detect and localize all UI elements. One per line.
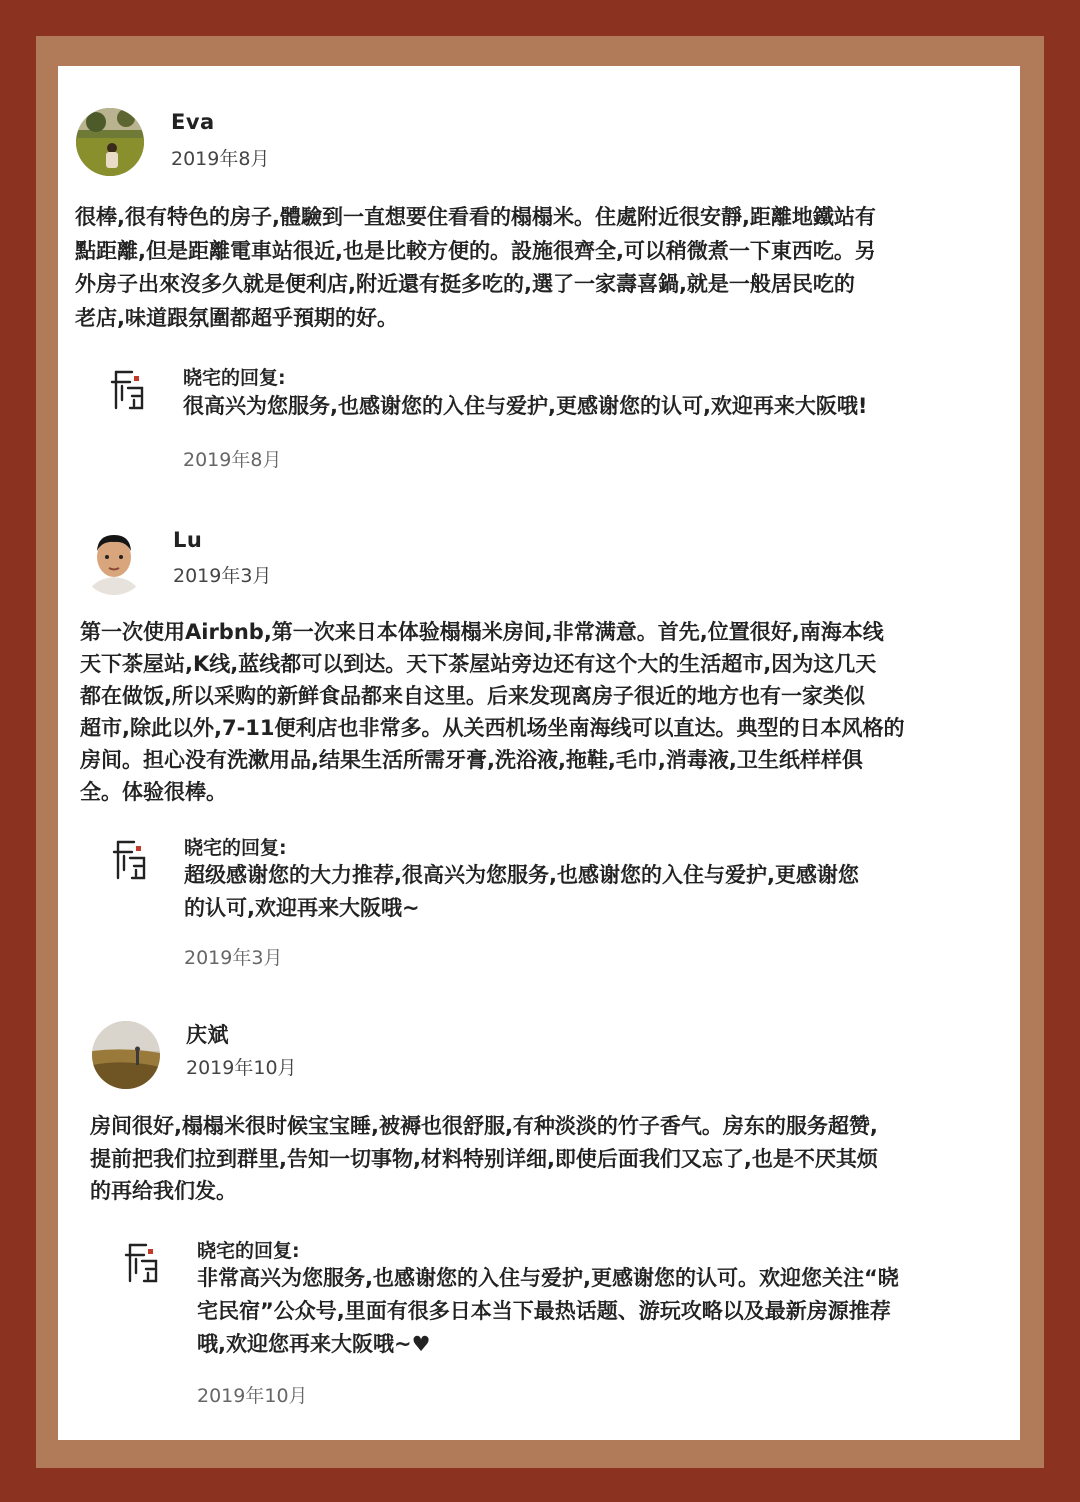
host-reply-title: 晓宅的回复: xyxy=(184,837,287,859)
review-text: 很棒,很有特色的房子,體驗到一直想要住看看的榻榻米。住處附近很安靜,距離地鐵站有 點距離,但是距離電車站很近,也是比較方便的。設施很齊全,可以稍微煮一下東西吃。另 外房子出來沒多久就是便利店,附近還有挺多吃的,選了一家壽喜鍋,就是一般居民吃的 老店,味道跟氛圍都超乎預期的好。 xyxy=(75,205,876,330)
review-text: 第一次使用Airbnb,第一次来日本体验榻榻米房间,非常满意。首先,位置很好,南海本线 天下茶屋站,K线,蓝线都可以到达。天下茶屋站旁边还有这个大的生活超市,因为这几天 都在做饭,所以采购的新鲜食品都来自这里。后来发现离房子很近的地方也有一家类似 超市,除此以外,7-11便利店也非常多。从关西机场坐南海线可以直达。典型的日本风格的 房间。担心没有洗漱用品,结果生活所需牙膏,洗浴液,拖鞋,毛巾,消毒液,卫生纸样样俱 全。体验很棒。 xyxy=(80,620,905,804)
review-date: 2019年10月 xyxy=(186,1057,297,1079)
reviewer-name: 庆斌 xyxy=(186,1023,229,1047)
reviewer-avatar[interactable] xyxy=(80,527,148,595)
reviewer-name: Lu xyxy=(173,528,203,552)
reviews-card xyxy=(58,66,1020,1440)
host-reply-date: 2019年10月 xyxy=(197,1385,308,1407)
review-date: 2019年3月 xyxy=(173,565,272,587)
host-logo-icon xyxy=(108,368,150,414)
host-reply-title: 晓宅的回复: xyxy=(197,1240,300,1262)
host-logo-icon xyxy=(122,1241,164,1287)
reviewer-avatar[interactable] xyxy=(76,108,144,176)
reviewer-avatar[interactable] xyxy=(92,1021,160,1089)
host-reply-text: 非常高兴为您服务,也感谢您的入住与爱护,更感谢您的认可。欢迎您关注“晓 宅民宿”公众号,里面有很多日本当下最热话题、游玩攻略以及最新房源推荐 哦,欢迎您再来大阪哦~♥ xyxy=(197,1266,899,1356)
review-text: 房间很好,榻榻米很时候宝宝睡,被褥也很舒服,有种淡淡的竹子香气。房东的服务超赞, 提前把我们拉到群里,告知一切事物,材料特别详细,即使后面我们又忘了,也是不厌其烦 的再给我们发。 xyxy=(90,1114,878,1203)
host-logo-icon xyxy=(110,838,152,884)
review-date: 2019年8月 xyxy=(171,148,270,170)
host-reply-date: 2019年8月 xyxy=(183,449,282,471)
host-reply-text: 超级感谢您的大力推荐,很高兴为您服务,也感谢您的入住与爱护,更感谢您 的认可,欢迎再来大阪哦~ xyxy=(184,863,859,920)
host-reply-text: 很高兴为您服务,也感谢您的入住与爱护,更感谢您的认可,欢迎再来大阪哦! xyxy=(183,394,868,418)
host-reply-date: 2019年3月 xyxy=(184,947,283,969)
reviewer-name: Eva xyxy=(171,110,215,134)
host-reply-title: 晓宅的回复: xyxy=(183,367,286,389)
